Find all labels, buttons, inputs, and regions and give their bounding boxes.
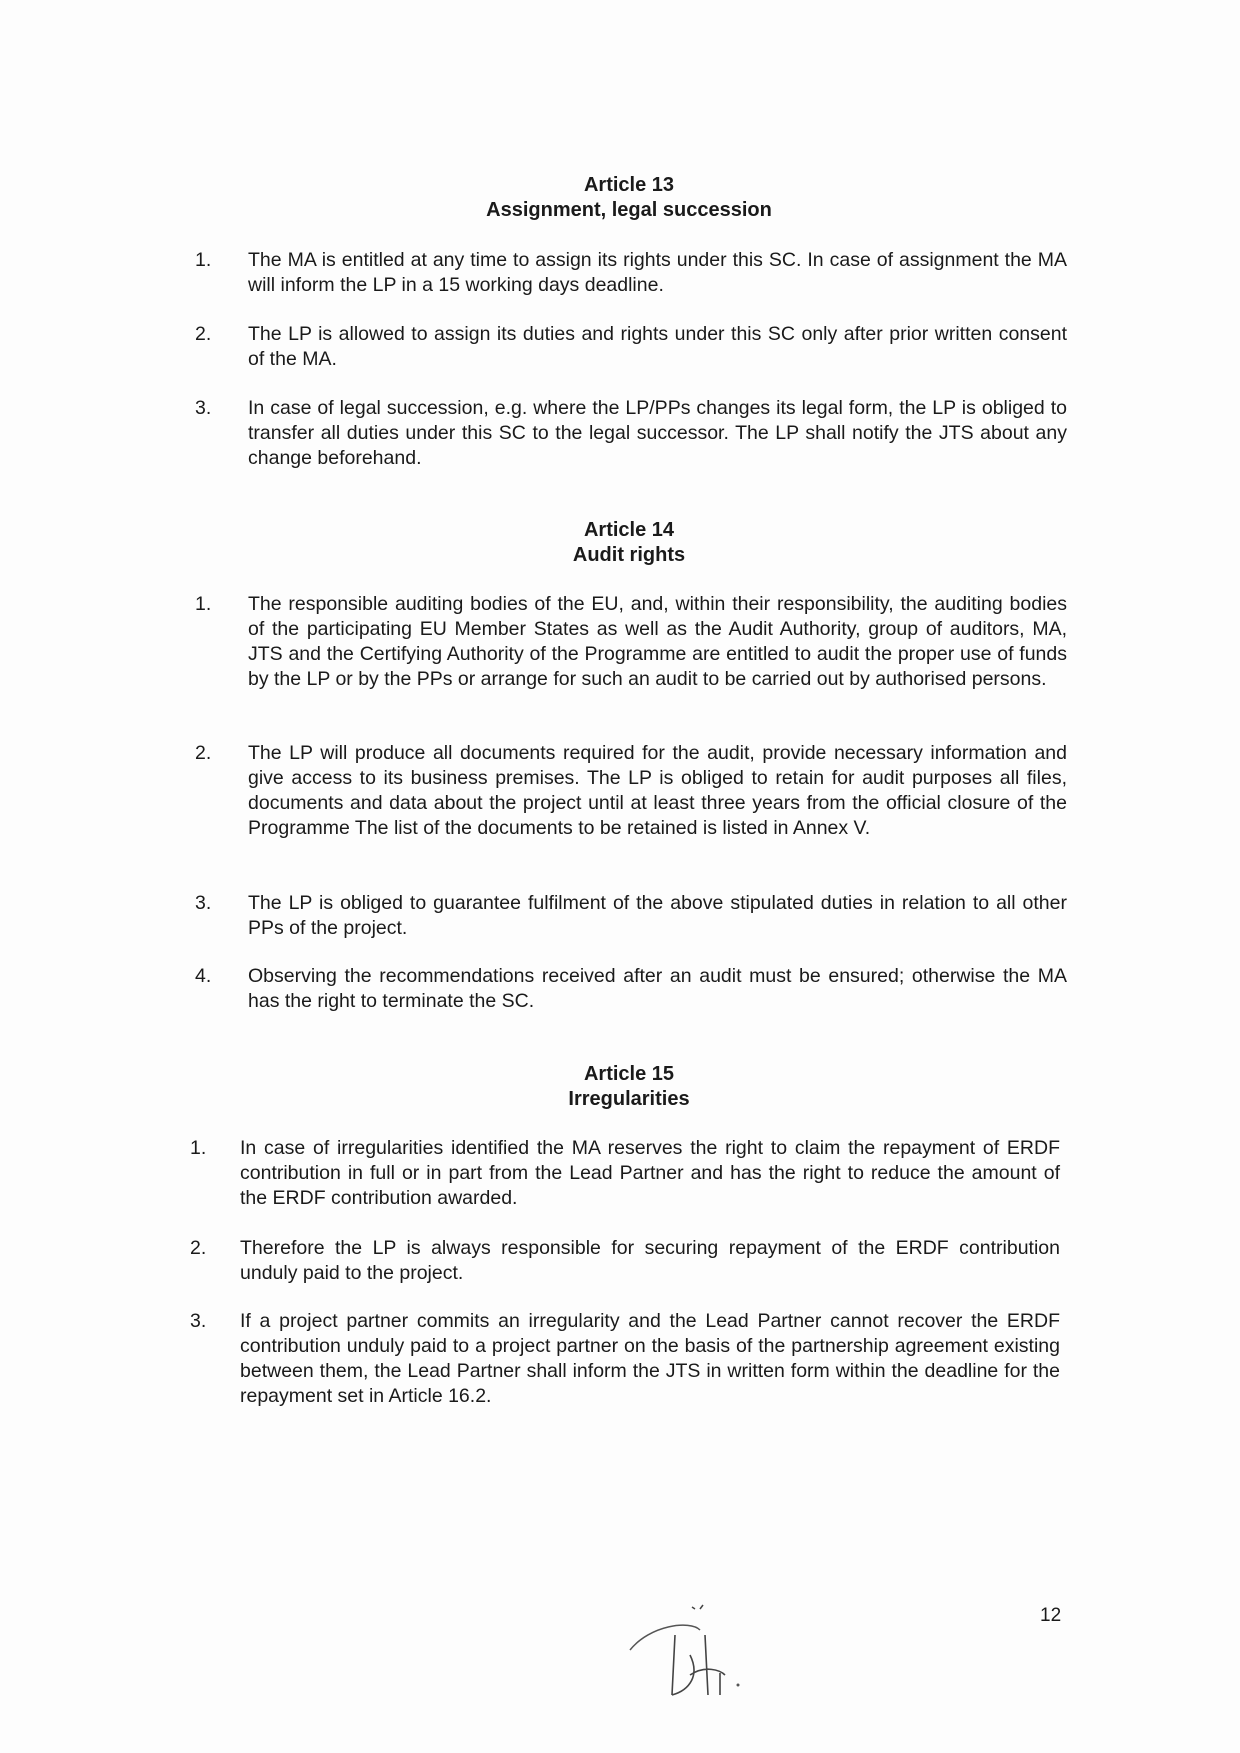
- item-text: The responsible auditing bodies of the EU, and, within their responsibility, the auditing bodies of the participating EU Member States as well as the Audit Authority, group of auditors, MA, JTS and the Certifying Authority of the Programme are entitled to audit the proper use of funds by the LP or by the PPs or arrange for such an audit to be carried out by authorised persons.: [248, 593, 1067, 690]
- page-number: 12: [1040, 1605, 1062, 1626]
- item-text: The LP will produce all documents required for the audit, provide necessary information and give access to its business premises. The LP is obliged to retain for audit purposes all files, documents and data about the project until at least three years from the official closure of the Programme The list of the documents to be retained is listed in Annex V.: [248, 742, 1067, 839]
- handwritten-signature: [620, 1595, 780, 1705]
- item-text: The LP is obliged to guarantee fulfilment of the above stipulated duties in relation to all other PPs of the project.: [248, 892, 1067, 939]
- item-number: 3.: [195, 892, 212, 914]
- item-text: If a project partner commits an irregularity and the Lead Partner cannot recover the ERDF contribution unduly paid to a project partner on the basis of the partnership agreement existing between them, the Lead Partner shall inform the JTS in written form within the deadline for the repayment set in Article 16.2.: [240, 1310, 1060, 1407]
- item-number: 1.: [190, 1137, 207, 1159]
- item-number: 2.: [195, 323, 212, 345]
- item-number: 3.: [190, 1310, 207, 1332]
- item-text: The LP is allowed to assign its duties and rights under this SC only after prior written consent of the MA.: [248, 323, 1067, 370]
- article-13-title: Assignment, legal succession: [486, 199, 772, 221]
- item-number: 4.: [195, 965, 212, 987]
- item-text: In case of legal succession, e.g. where the LP/PPs changes its legal form, the LP is obliged to transfer all duties under this SC to the legal successor. The LP shall notify the JTS about any change beforehand.: [248, 397, 1067, 469]
- item-number: 2.: [190, 1237, 207, 1259]
- item-number: 2.: [195, 742, 212, 764]
- article-14-title: Audit rights: [572, 544, 686, 566]
- item-text: The MA is entitled at any time to assign its rights under this SC. In case of assignment the MA will inform the LP in a 15 working days deadline.: [248, 249, 1067, 296]
- item-number: 3.: [195, 397, 212, 419]
- article-15-title: Irregularities: [568, 1088, 690, 1110]
- item-number: 1.: [195, 249, 212, 271]
- item-text: Observing the recommendations received after an audit must be ensured; otherwise the MA has the right to terminate the SC.: [248, 965, 1067, 1012]
- article-14-number: Article 14: [583, 519, 675, 541]
- article-13-number: Article 13: [583, 174, 675, 196]
- item-number: 1.: [195, 593, 212, 615]
- item-text: In case of irregularities identified the MA reserves the right to claim the repayment of ERDF contribution in full or in part from the Lead Partner and has the right to reduce the amount of the ERDF contribution awarded.: [240, 1137, 1060, 1209]
- article-15-number: Article 15: [583, 1063, 675, 1085]
- item-text: Therefore the LP is always responsible for securing repayment of the ERDF contribution unduly paid to the project.: [240, 1237, 1060, 1284]
